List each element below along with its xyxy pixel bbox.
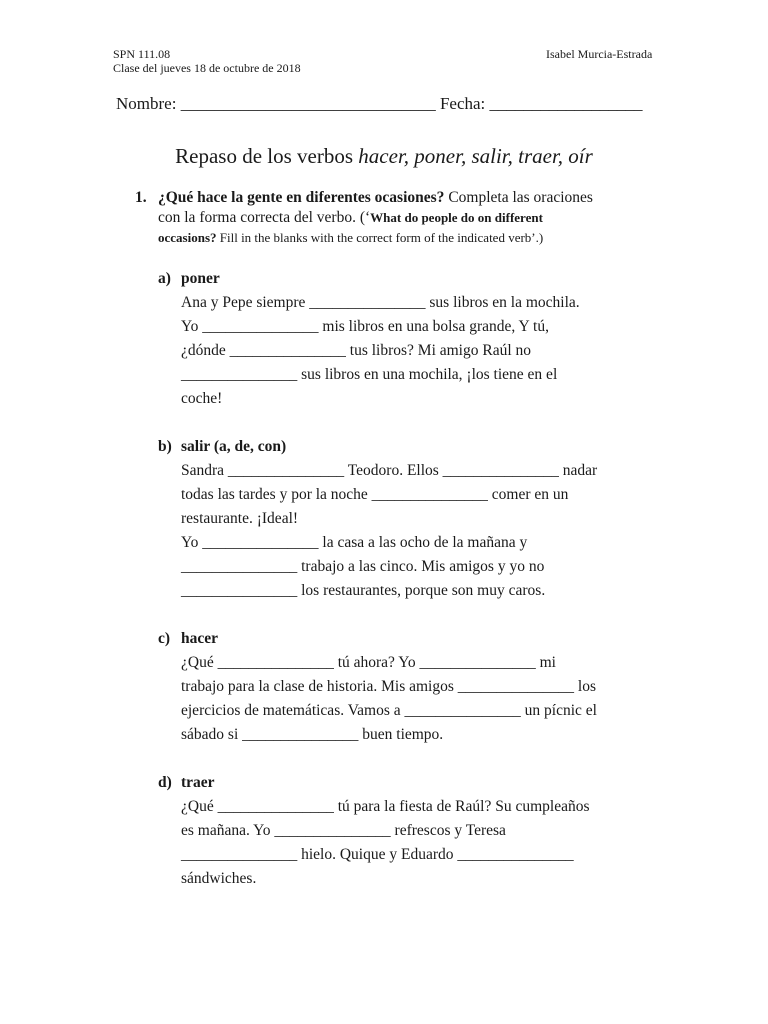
section-c-letter: c) — [158, 630, 171, 647]
section-b-letter: b) — [158, 438, 172, 455]
section-a-letter: a) — [158, 270, 171, 287]
section-c-line: trabajo para la clase de historia. Mis amigos _______________ los — [181, 678, 596, 695]
section-b-line: _______________ trabajo a las cinco. Mis amigos y yo no — [181, 558, 545, 575]
date-blank[interactable]: __________________ — [489, 94, 643, 113]
section-b-line: Yo _______________ la casa a las ocho de la mañana y — [181, 534, 528, 551]
section-d-line: sándwiches. — [181, 870, 257, 887]
section-b-line: restaurante. ¡Ideal! — [181, 510, 299, 527]
section-c-verb: hacer — [181, 630, 219, 647]
section-d-letter: d) — [158, 774, 172, 791]
section-a-line: coche! — [181, 390, 223, 407]
section-b-line: Sandra _______________ Teodoro. Ellos _______________ nadar — [181, 462, 598, 479]
question-rest: Completa las oraciones — [444, 189, 593, 206]
section-a-verb: poner — [181, 270, 220, 287]
section-b-line: _______________ los restaurantes, porque son muy caros. — [181, 582, 546, 599]
section-a-line: Ana y Pepe siempre _______________ sus libros en la mochila. — [181, 294, 580, 311]
section-c-line: ¿Qué _______________ tú ahora? Yo _______________ mi — [181, 654, 556, 671]
title-prefix: Repaso de los verbos — [175, 144, 359, 168]
section-d-verb: traer — [181, 774, 215, 791]
author-name: Isabel Murcia-Estrada — [546, 47, 653, 61]
section-b-verb: salir (a, de, con) — [181, 438, 287, 455]
question-line-2 — [158, 209, 543, 227]
question-line-3 — [158, 230, 543, 246]
question-line-1 — [158, 189, 593, 207]
question-line-3b: Fill in the blanks with the correct form of the indicated verb’.) — [216, 230, 544, 245]
question-number: 1. — [135, 189, 147, 206]
date-label: Fecha: — [439, 94, 486, 113]
question-line-3a: occasions? — [158, 230, 217, 245]
page-title — [0, 144, 768, 169]
question-bold: ¿Qué hace la gente en diferentes ocasiones? — [158, 189, 445, 206]
section-d-line: ¿Qué _______________ tú para la fiesta de Raúl? Su cumpleaños — [181, 798, 590, 815]
question-line-2a: con la forma correcta del verbo. (‘ — [158, 209, 371, 226]
section-d-line: _______________ hielo. Quique y Eduardo _______________ — [181, 846, 574, 863]
section-b-line: todas las tardes y por la noche _______________ comer en un — [181, 486, 569, 503]
section-a-line: ¿dónde _______________ tus libros? Mi amigo Raúl no — [181, 342, 532, 359]
section-a-line: Yo _______________ mis libros en una bolsa grande, Y tú, — [181, 318, 549, 335]
section-a-line: _______________ sus libros en una mochila, ¡los tiene en el — [181, 366, 558, 383]
name-blank[interactable]: ______________________________ — [180, 94, 436, 113]
section-c-line: ejercicios de matemáticas. Vamos a _______________ un pícnic el — [181, 702, 597, 719]
section-d-line: es mañana. Yo _______________ refrescos y Teresa — [181, 822, 506, 839]
name-date-line — [116, 94, 643, 114]
class-date: Clase del jueves 18 de octubre de 2018 — [113, 61, 301, 75]
title-verbs: hacer, poner, salir, traer, oír — [358, 144, 593, 168]
question-line-2b: What do people do on different — [370, 210, 543, 225]
course-code: SPN 111.08 — [113, 47, 171, 61]
name-label: Nombre: — [116, 94, 177, 113]
section-c-line: sábado si _______________ buen tiempo. — [181, 726, 444, 743]
